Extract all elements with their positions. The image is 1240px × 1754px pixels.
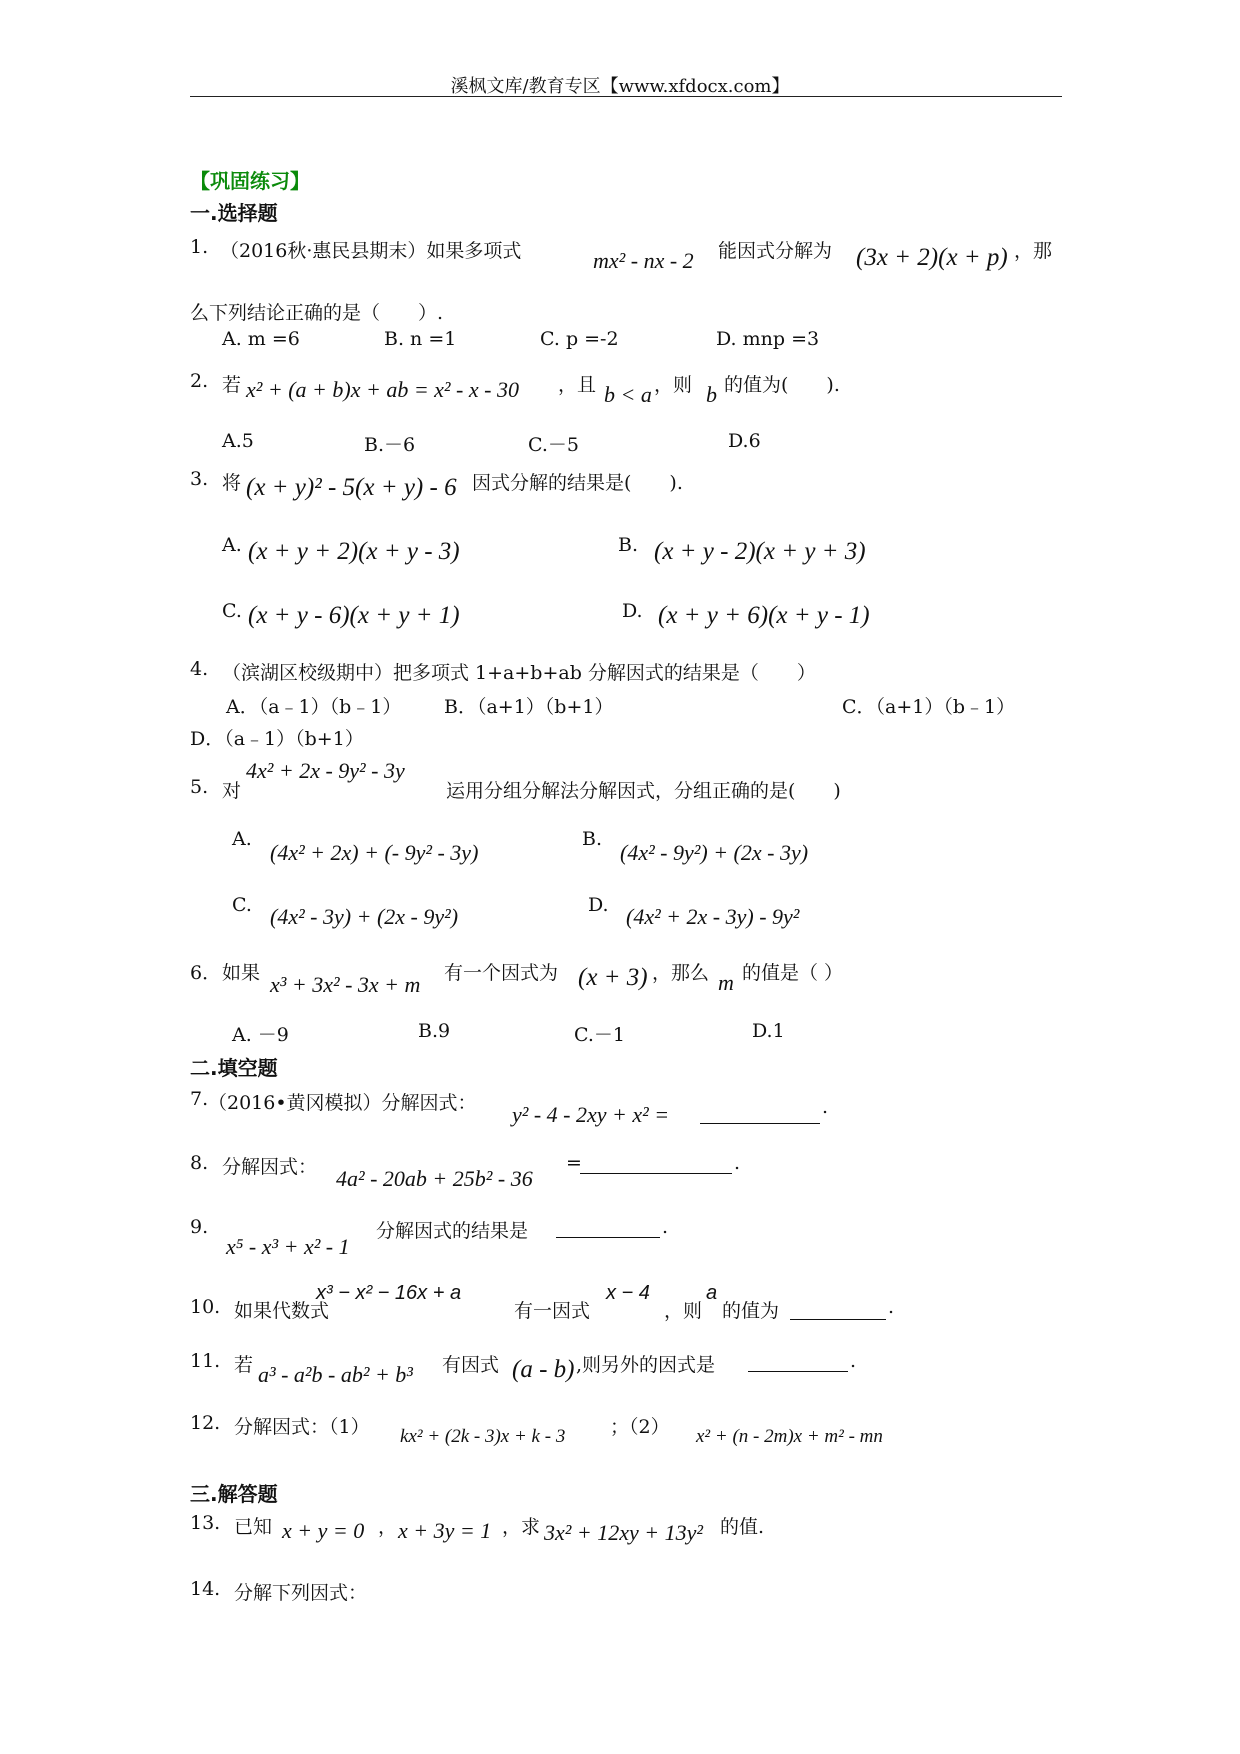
q6-text-b: 有一个因式为 bbox=[444, 962, 559, 984]
q10-answer-blank[interactable] bbox=[790, 1318, 886, 1320]
q11-answer-blank[interactable] bbox=[748, 1370, 848, 1372]
q2-option-b: B.－6 bbox=[364, 434, 416, 456]
q5-option-a-expr: (4x² + 2x) + (- 9y² - 3y) bbox=[270, 840, 479, 865]
q6-option-d: D.1 bbox=[752, 1020, 785, 1042]
q10-text-c: ，则 bbox=[664, 1300, 703, 1322]
q3-option-b-label: B. bbox=[618, 534, 639, 556]
q12-math-1: kx² + (2k - 3)x + k - 3 bbox=[400, 1426, 566, 1447]
q9-math: x⁵ - x³ + x² - 1 bbox=[226, 1234, 350, 1259]
q2-math-equation: x² + (a + b)x + ab = x² - x - 30 bbox=[246, 377, 519, 402]
q5-option-c-expr: (4x² - 3y) + (2x - 9y²) bbox=[270, 904, 459, 929]
q5-option-c-label: C. bbox=[232, 894, 252, 916]
q6-math-polynomial: x³ + 3x² - 3x + m bbox=[270, 972, 421, 997]
section-choice-heading: 一.选择题 bbox=[190, 201, 278, 225]
q1-math-factored: (3x + 2)(x + p) bbox=[856, 244, 1008, 271]
q9-text: 分解因式的结果是 bbox=[376, 1220, 529, 1242]
q1-text-b: 能因式分解为 bbox=[718, 240, 833, 262]
q12-math-2: x² + (n - 2m)x + m² - mn bbox=[696, 1426, 883, 1447]
q13-math-3: 3x² + 12xy + 13y² bbox=[544, 1520, 703, 1545]
q5-text-a: 对 bbox=[222, 780, 242, 802]
q13-math-1: x + y = 0 bbox=[282, 1518, 365, 1543]
q8-math: 4a² - 20ab + 25b² - 36 bbox=[336, 1166, 533, 1191]
q11-text-b: 有因式 bbox=[442, 1354, 500, 1376]
q2-math-b: b bbox=[706, 382, 717, 407]
q5-option-d-expr: (4x² + 2x - 3y) - 9y² bbox=[626, 904, 800, 929]
q6-number: 6． bbox=[190, 962, 222, 984]
q9-end: . bbox=[662, 1216, 669, 1238]
q3-text-b: 因式分解的结果是( ). bbox=[472, 472, 683, 494]
q8-eq: = bbox=[566, 1152, 582, 1174]
q11-text-a: 若 bbox=[234, 1354, 254, 1376]
q1-math-polynomial: mx² - nx - 2 bbox=[593, 248, 694, 273]
q2-math-condition: b < a bbox=[604, 382, 652, 407]
q6-text-d: 的值是（ ） bbox=[742, 962, 844, 984]
q5-option-b-label: B. bbox=[582, 828, 603, 850]
q5-option-d-label: D. bbox=[588, 894, 609, 916]
q10-math-polynomial: x³ − x² − 16x + a bbox=[316, 1282, 462, 1304]
q12-text-b: ；（2） bbox=[610, 1416, 670, 1438]
q1-option-d: D. mnp =3 bbox=[716, 328, 820, 350]
q4-option-b: B．（a+1）（b+1） bbox=[444, 696, 614, 718]
q8-end: . bbox=[734, 1152, 741, 1174]
header-rule bbox=[190, 96, 1062, 97]
q2-option-a: A.5 bbox=[222, 430, 254, 452]
q6-option-c: C.－1 bbox=[574, 1024, 625, 1046]
q4-option-c: C．（a+1）（b﹣1） bbox=[842, 696, 1016, 718]
q13-text-c: 的值. bbox=[720, 1516, 765, 1538]
q2-text-a: 若 bbox=[222, 374, 242, 396]
q1-option-b: B. n =1 bbox=[384, 328, 457, 350]
q3-option-a-label: A. bbox=[222, 534, 242, 556]
q13-sep: ， bbox=[378, 1516, 398, 1538]
q7-number: 7. bbox=[190, 1088, 209, 1110]
q3-option-b-expr: (x + y - 2)(x + y + 3) bbox=[654, 538, 866, 565]
q1-text-d: 么下列结论正确的是（ ）. bbox=[190, 302, 444, 324]
q13-math-2: x + 3y = 1 bbox=[398, 1518, 492, 1543]
q3-math-expression: (x + y)² - 5(x + y) - 6 bbox=[246, 474, 457, 501]
q10-text-d: 的值为 bbox=[722, 1300, 780, 1322]
q2-text-c: ，则 bbox=[654, 374, 693, 396]
q14-text: 分解下列因式： bbox=[234, 1582, 368, 1604]
q11-math-factor: (a - b) bbox=[512, 1356, 575, 1383]
q7-math: y² - 4 - 2xy + x² = bbox=[512, 1102, 670, 1127]
q11-number: 11. bbox=[190, 1350, 221, 1372]
q7-end: . bbox=[822, 1096, 829, 1118]
q5-number: 5. bbox=[190, 776, 209, 798]
page-header: 溪枫文库/教育专区【www.xfdocx.com】 bbox=[450, 76, 790, 97]
q4-option-a: A．（a﹣1）（b﹣1） bbox=[226, 696, 402, 718]
q10-text-b: 有一因式 bbox=[514, 1300, 591, 1322]
q1-number: 1. bbox=[190, 236, 209, 258]
q6-option-b: B.9 bbox=[418, 1020, 451, 1042]
q5-option-a-label: A. bbox=[232, 828, 252, 850]
q12-text-a: 分解因式：（1） bbox=[234, 1416, 370, 1438]
q1-text-c: ，那 bbox=[1014, 240, 1053, 262]
q10-math-a: a bbox=[706, 1282, 718, 1304]
q10-number: 10. bbox=[190, 1296, 221, 1318]
q3-option-d-label: D. bbox=[622, 600, 643, 622]
q14-number: 14. bbox=[190, 1578, 221, 1600]
q4-number: 4. bbox=[190, 658, 209, 680]
q2-option-c: C.－5 bbox=[528, 434, 579, 456]
q1-option-c: C. p =-2 bbox=[540, 328, 619, 350]
q8-number: 8. bbox=[190, 1152, 209, 1174]
q6-option-a: A. －9 bbox=[232, 1024, 289, 1046]
q2-number: 2. bbox=[190, 370, 209, 392]
q4-text: （滨湖区校级期中）把多项式 1+a+b+ab 分解因式的结果是（ ） bbox=[222, 662, 816, 684]
q2-text-b: ，且 bbox=[558, 374, 597, 396]
q12-number: 12. bbox=[190, 1412, 221, 1434]
q5-math-polynomial: 4x² + 2x - 9y² - 3y bbox=[246, 758, 405, 783]
section-fill-heading: 二.填空题 bbox=[190, 1056, 278, 1080]
section-answer-heading: 三.解答题 bbox=[190, 1482, 278, 1506]
q1-option-a: A. m =6 bbox=[222, 328, 300, 350]
q9-answer-blank[interactable] bbox=[556, 1236, 660, 1238]
q13-text-b: ，求 bbox=[502, 1516, 541, 1538]
q3-text-a: 将 bbox=[222, 472, 242, 494]
q6-math-m: m bbox=[718, 970, 734, 995]
q6-text-c: ，那么 bbox=[652, 962, 710, 984]
q4-option-d: D．（a﹣1）（b+1） bbox=[190, 728, 364, 750]
q10-end: . bbox=[888, 1296, 895, 1318]
q11-text-c: ,则另外的因式是 bbox=[576, 1354, 716, 1376]
q6-math-factor: (x + 3) bbox=[578, 964, 648, 991]
q7-text: （2016•黄冈模拟）分解因式： bbox=[208, 1092, 477, 1114]
practice-heading: 【巩固练习】 bbox=[190, 169, 310, 193]
q8-text: 分解因式： bbox=[222, 1156, 318, 1178]
q9-number: 9. bbox=[190, 1216, 209, 1238]
q5-text-b: 运用分组分解法分解因式，分组正确的是( ) bbox=[446, 780, 841, 802]
q3-number: 3. bbox=[190, 468, 209, 490]
q5-option-b-expr: (4x² - 9y²) + (2x - 3y) bbox=[620, 840, 809, 865]
q13-text-a: 已知 bbox=[234, 1516, 273, 1538]
q3-option-a-expr: (x + y + 2)(x + y - 3) bbox=[248, 538, 460, 565]
q2-option-d: D.6 bbox=[728, 430, 761, 452]
q13-number: 13. bbox=[190, 1512, 221, 1534]
q11-end: . bbox=[850, 1350, 857, 1372]
q10-math-factor: x − 4 bbox=[606, 1282, 650, 1304]
q3-option-c-expr: (x + y - 6)(x + y + 1) bbox=[248, 602, 460, 629]
q11-math-polynomial: a³ - a²b - ab² + b³ bbox=[258, 1362, 413, 1387]
q7-answer-blank[interactable] bbox=[700, 1122, 820, 1124]
q8-answer-blank[interactable] bbox=[580, 1172, 732, 1174]
q2-text-d: 的值为( ). bbox=[724, 374, 840, 396]
q3-option-c-label: C. bbox=[222, 600, 242, 622]
q10-text-a: 如果代数式 bbox=[234, 1300, 330, 1322]
q3-option-d-expr: (x + y + 6)(x + y - 1) bbox=[658, 602, 870, 629]
q1-text-a: （2016秋·惠民县期末）如果多项式 bbox=[220, 240, 522, 262]
q6-text-a: 如果 bbox=[222, 962, 261, 984]
